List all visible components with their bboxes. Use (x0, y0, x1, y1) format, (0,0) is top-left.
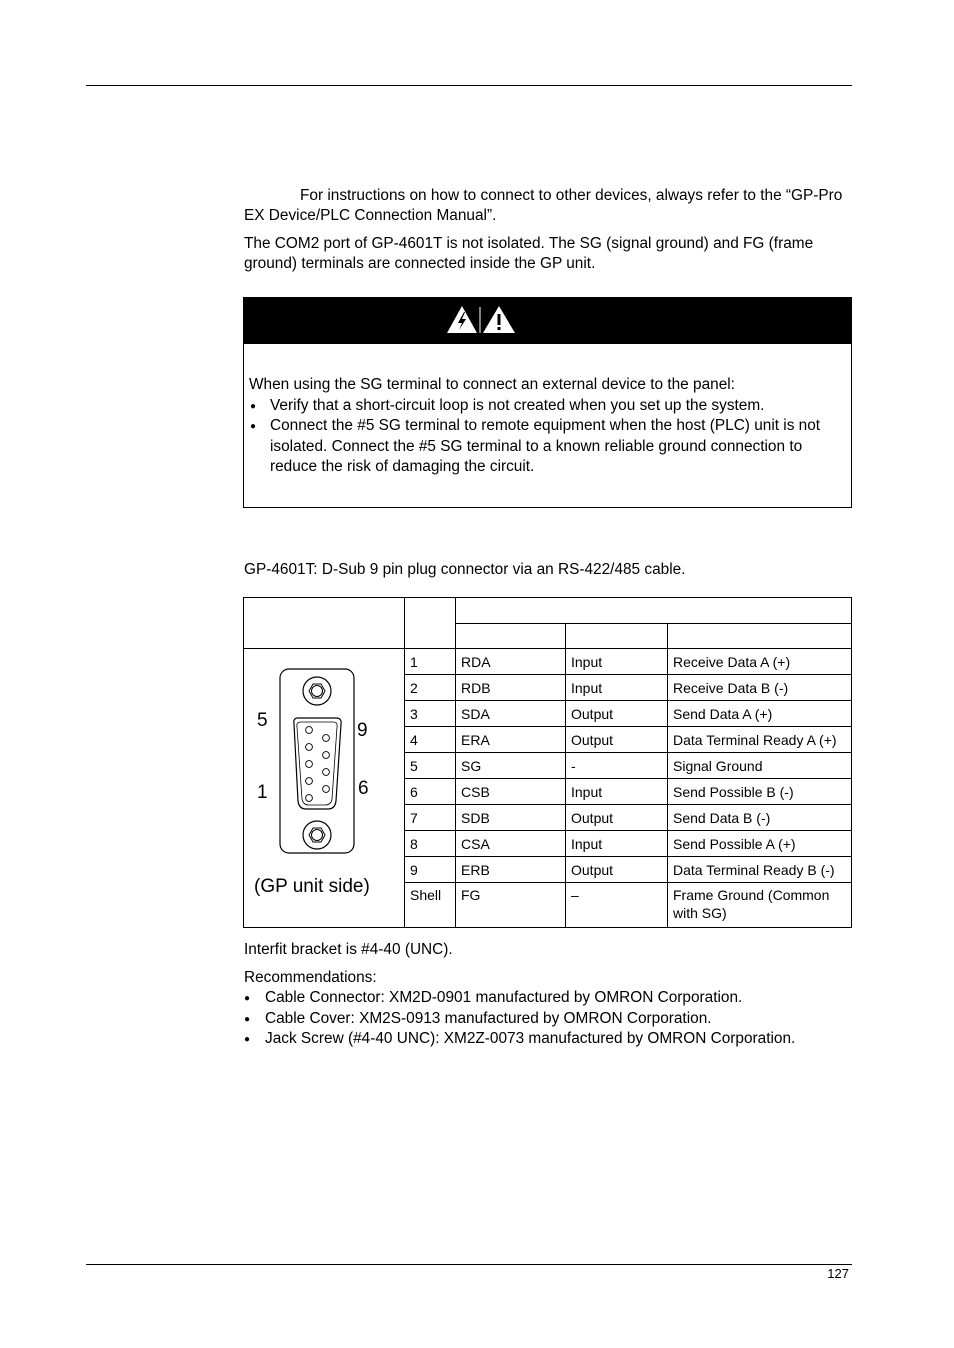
pin-cell: 4 (405, 727, 456, 753)
header-cell (668, 624, 852, 649)
direction-cell: Output (566, 857, 668, 883)
pin-label-9: 9 (357, 720, 368, 741)
recommendation-item: ● Jack Screw (#4-40 UNC): XM2Z-0073 manufactured by OMRON Corporation. (244, 1029, 854, 1050)
exclamation-warning-icon (483, 306, 515, 333)
pin-cell: Shell (405, 883, 456, 928)
meaning-cell: Data Terminal Ready A (+) (668, 727, 852, 753)
signal-cell: FG (456, 883, 566, 928)
connector-description: GP-4601T: D-Sub 9 pin plug connector via an RS-422/485 cable. (244, 561, 686, 578)
meaning-cell: Frame Ground (Common with SG) (668, 883, 852, 928)
top-jack-screw (303, 677, 331, 705)
direction-cell: Input (566, 675, 668, 701)
meaning-cell: Signal Ground (668, 753, 852, 779)
pin-cell: 5 (405, 753, 456, 779)
pin-label-6: 6 (358, 778, 369, 799)
pin-cell: 2 (405, 675, 456, 701)
signal-cell: SDB (456, 805, 566, 831)
electric-shock-warning-icon (447, 306, 477, 333)
connector-caption: (GP unit side) (254, 876, 370, 897)
table-header-row (244, 598, 852, 624)
recommendations-list (244, 988, 854, 1050)
pin-label-5: 5 (257, 710, 268, 731)
pin-cell: 9 (405, 857, 456, 883)
header-cell (244, 598, 405, 649)
connector-diagram-cell (244, 649, 405, 928)
direction-cell: Output (566, 727, 668, 753)
direction-cell: - (566, 753, 668, 779)
header-cell (405, 598, 456, 649)
warning-item: ● Connect the #5 SG terminal to remote equipment when the host (PLC) unit is not isolated. Connect the #5 SG terminal to a known reliable ground connection to reduce the risk of damaging the circuit. (249, 416, 849, 478)
signal-cell: ERA (456, 727, 566, 753)
header-cell (456, 624, 566, 649)
warning-list (249, 396, 849, 478)
icon-divider (480, 307, 481, 333)
page-number: 127 (827, 1266, 849, 1281)
header-cell (566, 624, 668, 649)
signal-cell: RDB (456, 675, 566, 701)
pin-cell: 8 (405, 831, 456, 857)
table-row (244, 649, 852, 675)
recommendation-item: ● Cable Connector: XM2D-0901 manufactured by OMRON Corporation. (244, 988, 854, 1009)
header-rule (86, 85, 852, 86)
intro-paragraph-1: For instructions on how to connect to other devices, always refer to the “GP-Pro EX Device/PLC Connection Manual”. (244, 187, 843, 224)
meaning-cell: Send Data B (-) (668, 805, 852, 831)
signal-cell: CSA (456, 831, 566, 857)
signal-cell: RDA (456, 649, 566, 675)
meaning-cell: Send Possible B (-) (668, 779, 852, 805)
recommendation-item: ● Cable Cover: XM2S-0913 manufactured by OMRON Corporation. (244, 1009, 854, 1030)
direction-cell: Output (566, 701, 668, 727)
direction-cell: Input (566, 779, 668, 805)
header-cell (456, 598, 852, 624)
direction-cell: Input (566, 649, 668, 675)
bracket-note: Interfit bracket is #4-40 (UNC). (244, 941, 453, 958)
pin-cell: 3 (405, 701, 456, 727)
meaning-cell: Send Possible A (+) (668, 831, 852, 857)
meaning-cell: Send Data A (+) (668, 701, 852, 727)
direction-cell: Output (566, 805, 668, 831)
warning-item: ● Verify that a short-circuit loop is not created when you set up the system. (249, 396, 849, 417)
warning-header (244, 298, 851, 344)
recommendations-title: Recommendations: (244, 969, 377, 986)
pin-label-1: 1 (257, 782, 268, 803)
warning-lead: When using the SG terminal to connect an external device to the panel: (249, 376, 735, 393)
footer-rule (86, 1264, 852, 1265)
signal-cell: CSB (456, 779, 566, 805)
warning-icons (446, 305, 518, 335)
signal-cell: SDA (456, 701, 566, 727)
pin-cell: 6 (405, 779, 456, 805)
pin-cell: 1 (405, 649, 456, 675)
meaning-cell: Receive Data A (+) (668, 649, 852, 675)
meaning-cell: Receive Data B (-) (668, 675, 852, 701)
direction-cell: Input (566, 831, 668, 857)
warning-box (243, 297, 852, 508)
signal-cell: ERB (456, 857, 566, 883)
signal-cell: SG (456, 753, 566, 779)
direction-cell: – (566, 883, 668, 928)
intro-paragraph-2: The COM2 port of GP-4601T is not isolated. The SG (signal ground) and FG (frame ground) terminals are connected inside the GP unit. (244, 235, 814, 272)
meaning-cell: Data Terminal Ready B (-) (668, 857, 852, 883)
bottom-jack-screw (303, 821, 331, 849)
dsub-connector-drawing (244, 649, 404, 864)
pin-cell: 7 (405, 805, 456, 831)
warning-body (249, 375, 849, 478)
pin-assignment-table (243, 597, 852, 928)
